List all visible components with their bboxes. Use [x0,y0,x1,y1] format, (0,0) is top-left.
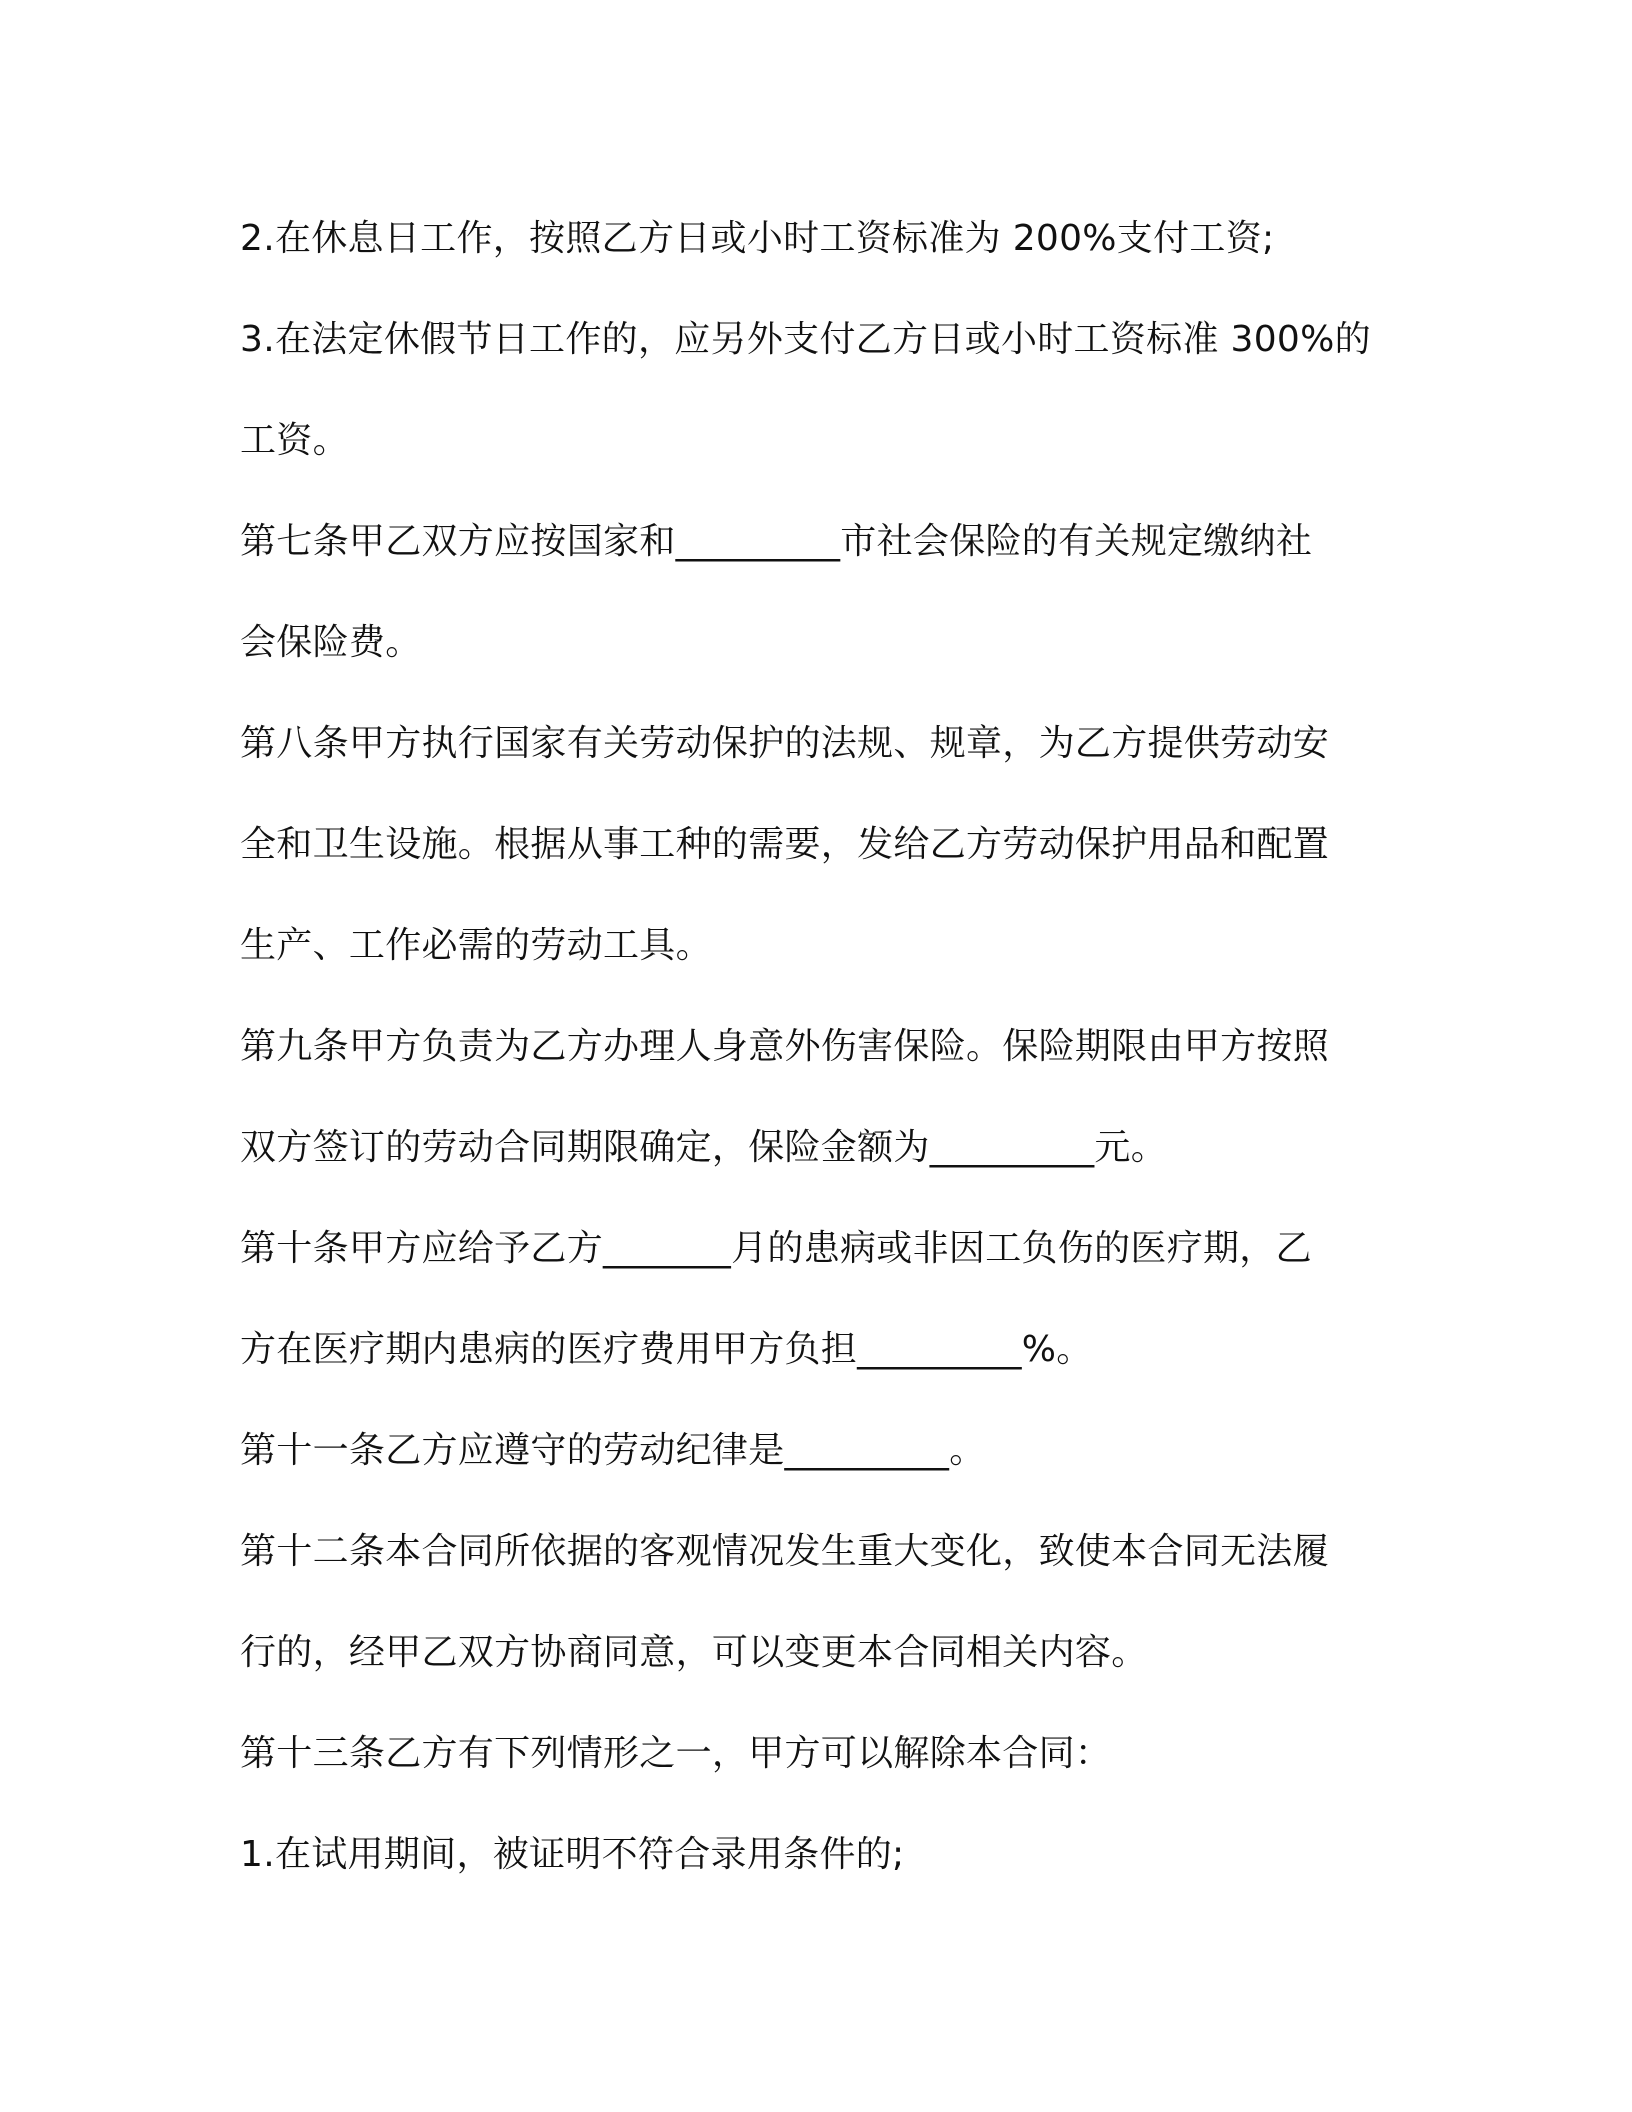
line-holiday-wage-cont: 工资。 [240,420,349,461]
line-article-12-cont: 行的，经甲乙双方协商同意，可以变更本合同相关内容。 [240,1632,1148,1673]
line-holiday-wage: 3.在法定休假节日工作的，应另外支付乙方日或小时工资标准 300%的 [240,319,1371,360]
line-article-9-cont: 双方签订的劳动合同期限确定，保险金额为_________元。 [240,1127,1167,1168]
line-article-8: 第八条甲方执行国家有关劳动保护的法规、规章，为乙方提供劳动安 [240,723,1330,764]
contract-text [240,188,1400,1905]
line-article-10-cont: 方在医疗期内患病的医疗费用甲方负担_________%。 [240,1329,1093,1370]
line-article-10: 第十条甲方应给予乙方_______月的患病或非因工负伤的医疗期，乙 [240,1228,1312,1269]
line-article-13: 第十三条乙方有下列情形之一，甲方可以解除本合同： [240,1733,1112,1774]
line-article-13-item-1: 1.在试用期间，被证明不符合录用条件的; [240,1834,905,1875]
line-article-7: 第七条甲乙双方应按国家和_________市社会保险的有关规定缴纳社 [240,521,1313,562]
line-article-8-cont-2: 生产、工作必需的劳动工具。 [240,925,712,966]
line-rest-day-wage: 2.在休息日工作，按照乙方日或小时工资标准为 200%支付工资; [240,218,1275,259]
line-article-9: 第九条甲方负责为乙方办理人身意外伤害保险。保险期限由甲方按照 [240,1026,1330,1067]
line-article-7-cont: 会保险费。 [240,622,422,663]
line-article-11: 第十一条乙方应遵守的劳动纪律是_________。 [240,1430,986,1471]
line-article-8-cont-1: 全和卫生设施。根据从事工种的需要，发给乙方劳动保护用品和配置 [240,824,1330,865]
line-article-12: 第十二条本合同所依据的客观情况发生重大变化，致使本合同无法履 [240,1531,1330,1572]
